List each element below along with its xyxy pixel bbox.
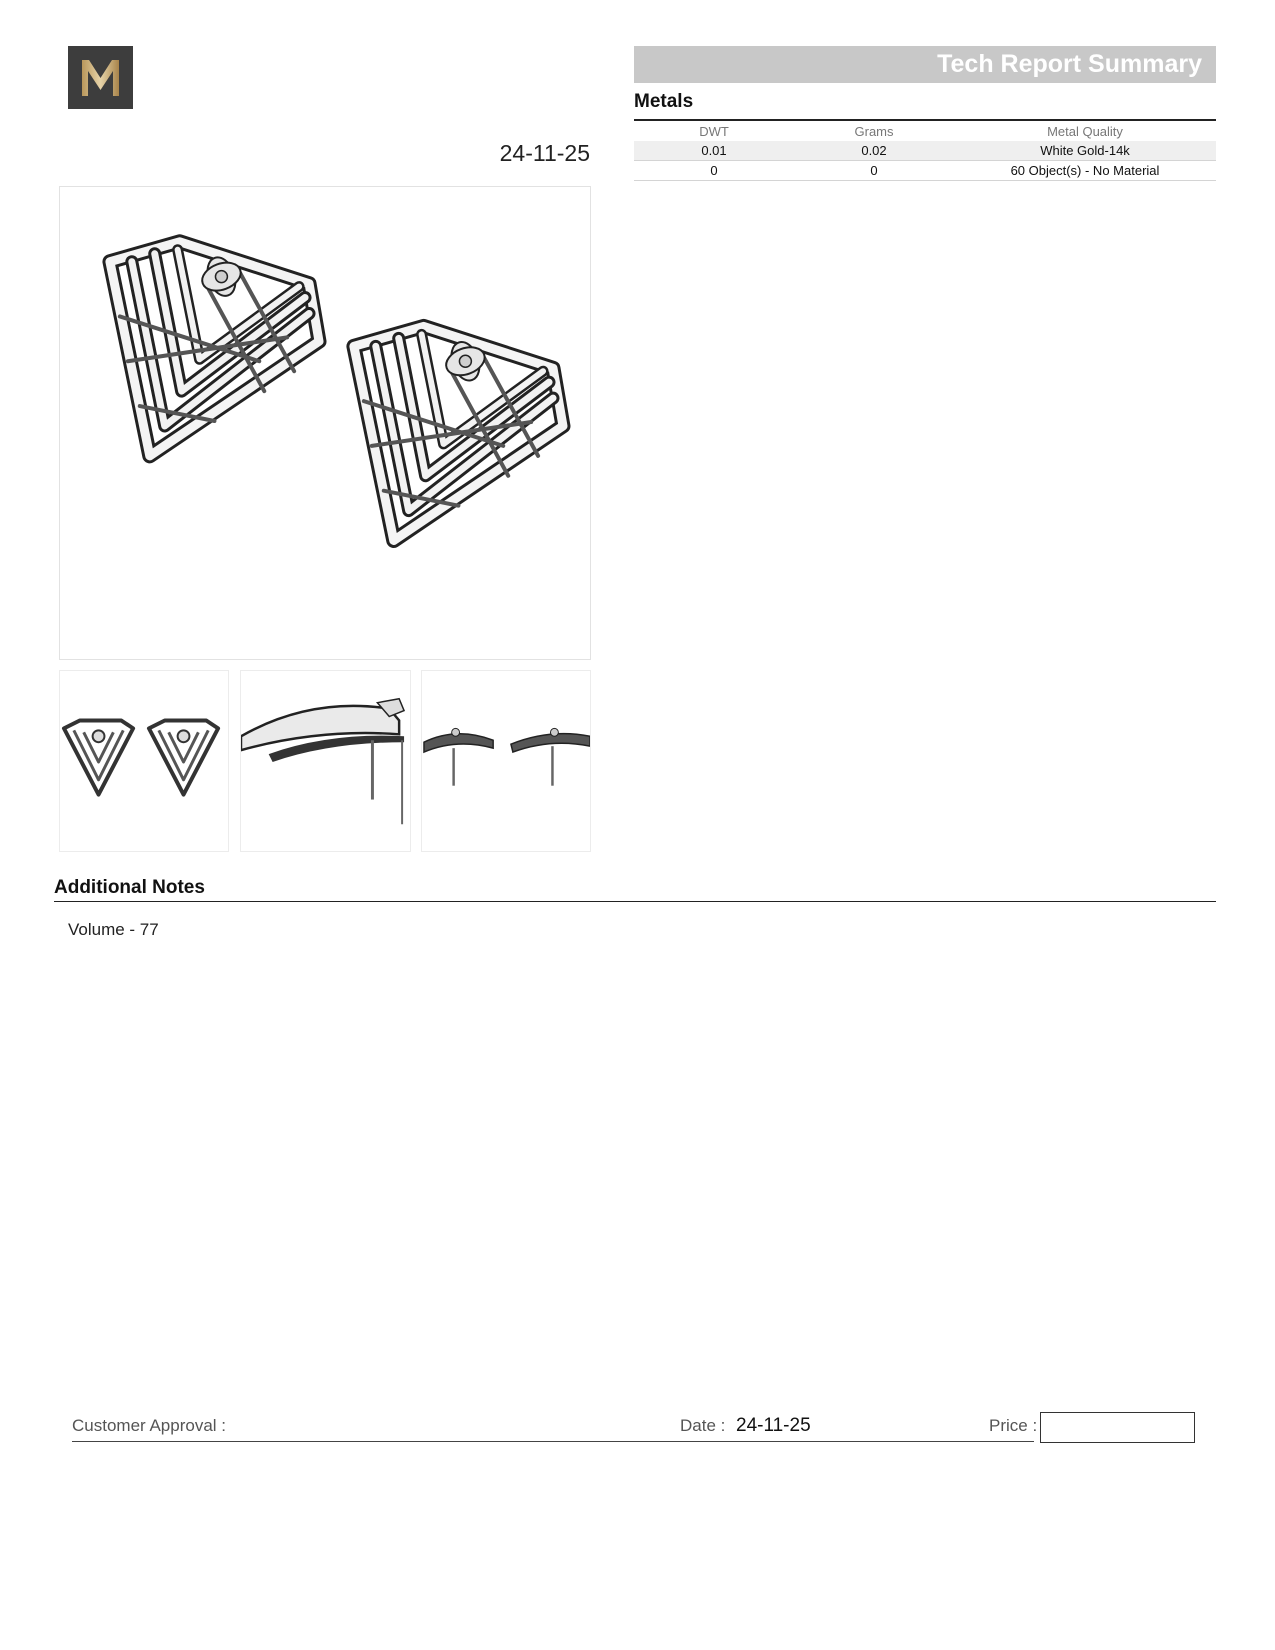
footer-date-value: 24-11-25 <box>736 1415 811 1436</box>
column-header-dwt: DWT <box>634 120 794 141</box>
earring-front-view-icon <box>60 671 228 851</box>
date-label: Date : <box>680 1416 726 1435</box>
table-row <box>634 161 1216 181</box>
thumbnail-side-view[interactable] <box>421 670 591 852</box>
report-date: 24-11-25 <box>499 140 590 166</box>
cell-grams: 0.02 <box>794 141 954 161</box>
metals-heading: Metals <box>634 91 694 112</box>
table-header-row <box>634 120 1216 141</box>
earring-pair-perspective-icon <box>60 187 590 659</box>
m-logo-icon <box>68 46 133 109</box>
report-title: Tech Report Summary <box>937 50 1202 78</box>
main-product-image <box>59 186 591 660</box>
price-input-box[interactable] <box>1040 1412 1195 1443</box>
cell-dwt: 0.01 <box>634 141 794 161</box>
earring-side-closeup-icon <box>241 671 410 851</box>
cell-metal-quality: 60 Object(s) - No Material <box>954 161 1216 181</box>
cell-metal-quality: White Gold-14k <box>954 141 1216 161</box>
thumbnail-side-closeup[interactable] <box>240 670 411 852</box>
notes-text: Volume - 77 <box>68 920 159 939</box>
notes-divider <box>54 901 1216 902</box>
customer-approval-label: Customer Approval : <box>72 1416 227 1435</box>
thumbnail-front-view[interactable] <box>59 670 229 852</box>
cell-dwt: 0 <box>634 161 794 181</box>
company-logo <box>68 46 133 109</box>
column-header-grams: Grams <box>794 120 954 141</box>
table-row <box>634 141 1216 161</box>
cell-grams: 0 <box>794 161 954 181</box>
earring-side-view-icon <box>422 671 590 851</box>
additional-notes-heading: Additional Notes <box>54 877 205 898</box>
title-bar <box>634 46 1216 83</box>
price-label: Price : <box>989 1416 1038 1435</box>
signature-line[interactable] <box>72 1441 1034 1442</box>
column-header-metal-quality: Metal Quality <box>954 120 1216 141</box>
metals-table <box>634 119 1216 181</box>
